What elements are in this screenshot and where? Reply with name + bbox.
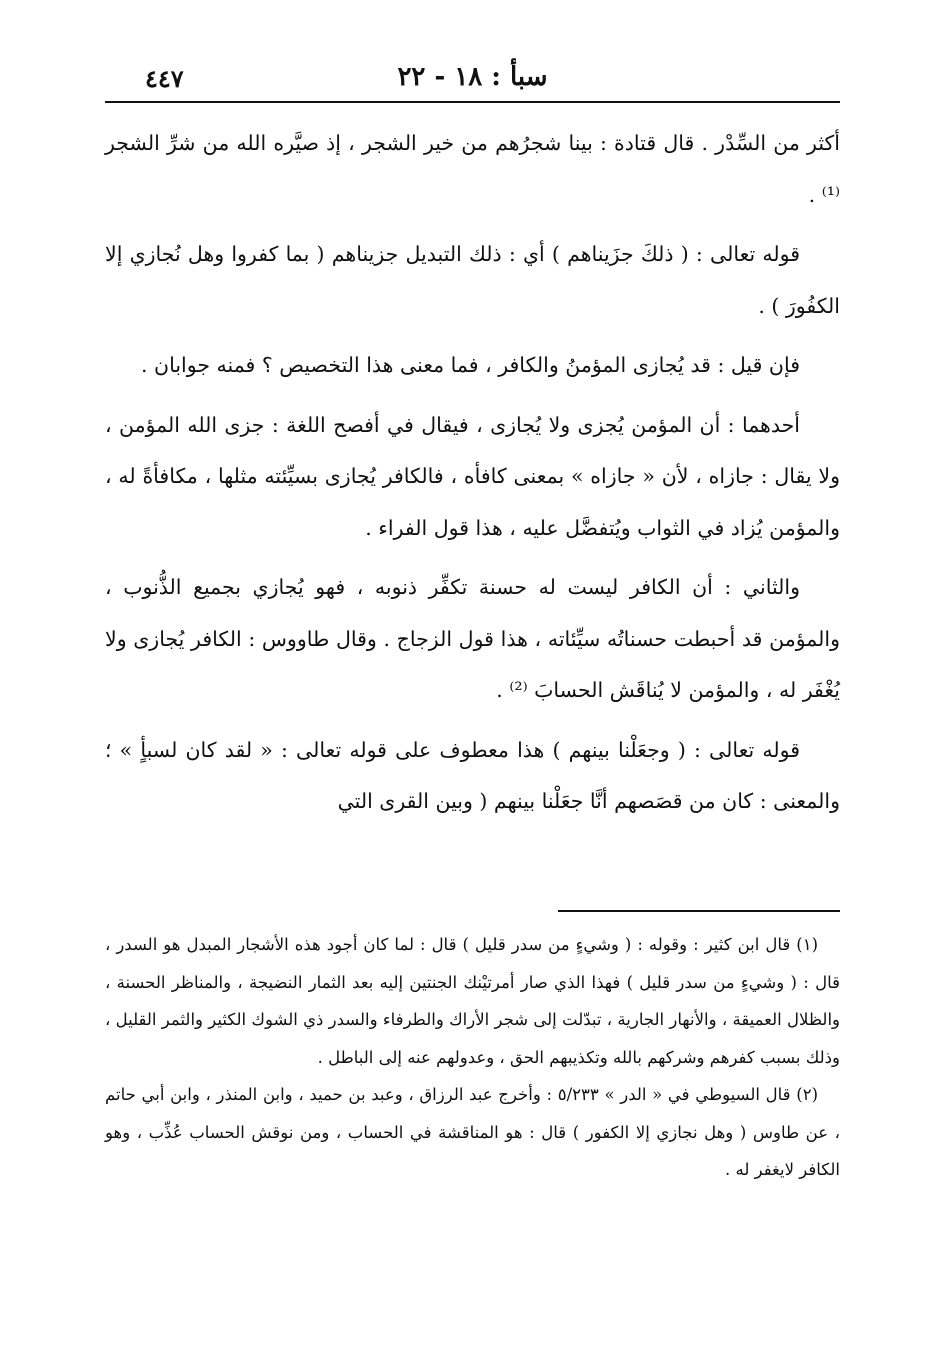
page-header [105,58,840,98]
main-text [105,118,840,836]
paragraph-2: قوله تعالى : ( ذلكَ جزَيناهم ) أي : ذلك التبديل جزيناهم ( بما كفروا وهل نُجازي إلا الكفُورَ ) . [105,242,840,318]
paragraph-1: أكثر من السِّدْر . قال قتادة : بينا شجرُهم من خير الشجر ، إذ صيَّره الله من شرِّ الشجر ⁽¹⁾ . [105,131,840,207]
page-number: ٤٤٧ [145,64,184,93]
footnote-2: (٢) قال السيوطي في « الدر » ٥/٢٣٣ : وأخرج عبد الرزاق ، وعبد بن حميد ، وابن المنذر ، وابن أبي حاتم ، عن طاوس ( وهل نجازي إلا الكفور ) قال : هو المناقشة في الحساب ، ومن نوقش الحساب عُذِّب ، وهو الكافر لايغفر له . [105,1085,840,1179]
footnote-1: (١) قال ابن كثير : وقوله : ( وشيءٍ من سدر قليل ) قال : لما كان أجود هذه الأشجار المبدل هو السدر ، قال : ( وشيءٍ من سدر قليل ) فهذا الذي صار أمرتيْنك الجنتين إليه بعد الثمار النضيجة ، والمناظر الحسنة ، والظلال العميقة ، والأنهار الجارية ، تبدّلت إلى شجر الأراك والطرفاء والسدر ذي الشوك الكثير والثمر القليل ، وذلك بسبب كفرهم وشركهم بالله وتكذيبهم الحق ، وعدولهم عنه إلى الباطل . [105,935,840,1067]
paragraph-5: والثاني : أن الكافر ليست له حسنة تكفِّر ذنوبه ، فهو يُجازي بجميع الذُّنوب ، والمؤمن قد أحبطت حسناتُه سيِّئاته ، هذا قول الزجاج . وقال طاووس : الكافر يُجازى ولا يُغْفَر له ، والمؤمن لا يُناقَش الحسابَ ⁽²⁾ . [105,575,840,702]
running-title: سبأ : ١٨ - ٢٢ [397,62,548,92]
paragraph-4: أحدهما : أن المؤمن يُجزى ولا يُجازى ، فيقال في أفصح اللغة : جزى الله المؤمن ، ولا يقال : جازاه ، لأن « جازاه » بمعنى كافأه ، فالكافر يُجازى بسيِّئته مثلها ، مكافأةً له ، والمؤمن يُزاد في الثواب ويُتفضَّل عليه ، هذا قول الفراء . [105,412,840,540]
header-rule [105,101,840,103]
paragraph-3: فإن قيل : قد يُجازى المؤمنُ والكافر ، فما معنى هذا التخصيص ؟ فمنه جوابان . [141,353,800,377]
paragraph-6: قوله تعالى : ( وجعَلْنا بينهم ) هذا معطوف على قوله تعالى : « لقد كان لسبأٍ » ؛ والمعنى : كان من قصَصهم أنَّا جعَلْنا بينهم ( وبين القرى التي [105,737,840,813]
footnotes [105,926,840,1189]
footnote-separator [558,910,840,912]
